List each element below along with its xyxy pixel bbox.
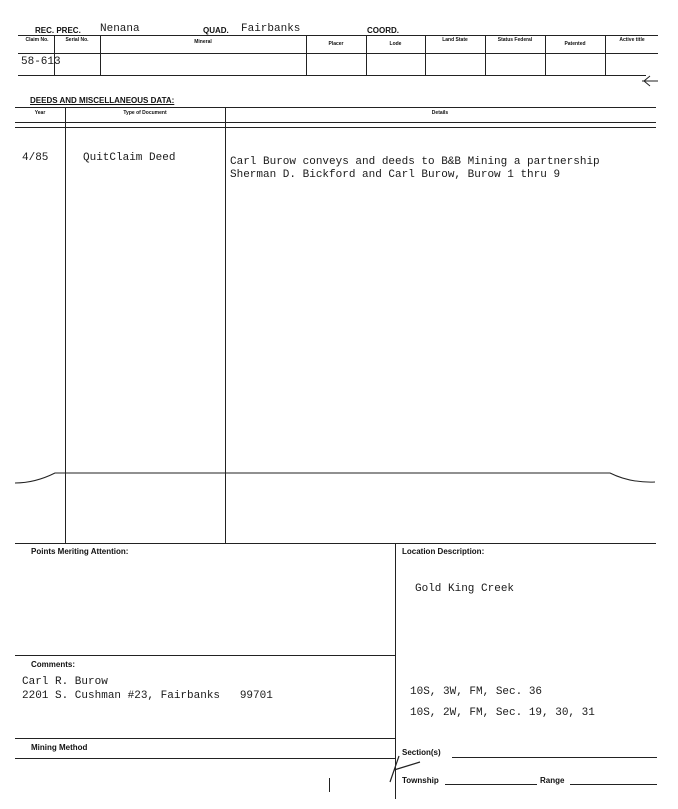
rec-prec-value: Nenana: [100, 23, 140, 35]
location-label: Location Description:: [402, 547, 485, 556]
col-mineral: Mineral: [194, 39, 212, 45]
comments-line1: Carl R. Burow: [22, 676, 108, 688]
rec-prec-label: REC. PREC.: [35, 26, 81, 35]
range-label: Range: [540, 776, 565, 785]
location-line2: 10S, 2W, FM, Sec. 19, 30, 31: [410, 707, 595, 719]
col-placer: Placer: [328, 41, 344, 47]
col-lode: Lode: [389, 41, 402, 47]
row-type: QuitClaim Deed: [83, 152, 176, 164]
comments-label: Comments:: [31, 660, 76, 669]
row-details-line2: Sherman D. Bickford and Carl Burow, Burow 1 thru 9: [230, 169, 561, 181]
claim-no-value: 58-613: [21, 56, 61, 68]
col-status-federal: Status Federal: [497, 37, 533, 43]
mining-method-label: Mining Method: [31, 743, 88, 752]
col-active-title: Active title: [619, 37, 645, 43]
coord-label: COORD.: [367, 26, 399, 35]
section-label: Section(s): [402, 748, 441, 757]
col-land-state: Land State: [442, 37, 468, 43]
township-label: Township: [402, 776, 439, 785]
location-value: Gold King Creek: [415, 583, 515, 595]
tick-mark: [329, 778, 330, 792]
comments-line2: 2201 S. Cushman #23, Fairbanks 99701: [22, 690, 273, 702]
col-details: Details: [431, 110, 449, 116]
points-label: Points Meriting Attention:: [31, 547, 129, 556]
col-type-of-document: Type of Document: [123, 110, 167, 116]
row-details-line1: Carl Burow conveys and deeds to B&B Mining a partnership: [230, 156, 600, 168]
fold-line: [0, 465, 678, 491]
row-year: 4/85: [22, 152, 49, 164]
quad-value: Fairbanks: [241, 23, 301, 35]
location-line1: 10S, 3W, FM, Sec. 36: [410, 686, 543, 698]
col-year: Year: [34, 110, 46, 116]
corner-mark: [640, 73, 660, 89]
pen-mark: [385, 752, 425, 784]
col-claim-no: Claim No.: [25, 37, 49, 43]
deeds-section-title: DEEDS AND MISCELLANEOUS DATA:: [30, 96, 175, 105]
col-serial-no: Serial No.: [65, 37, 89, 43]
quad-label: QUAD.: [203, 26, 229, 35]
col-patented: Patented: [564, 41, 586, 47]
